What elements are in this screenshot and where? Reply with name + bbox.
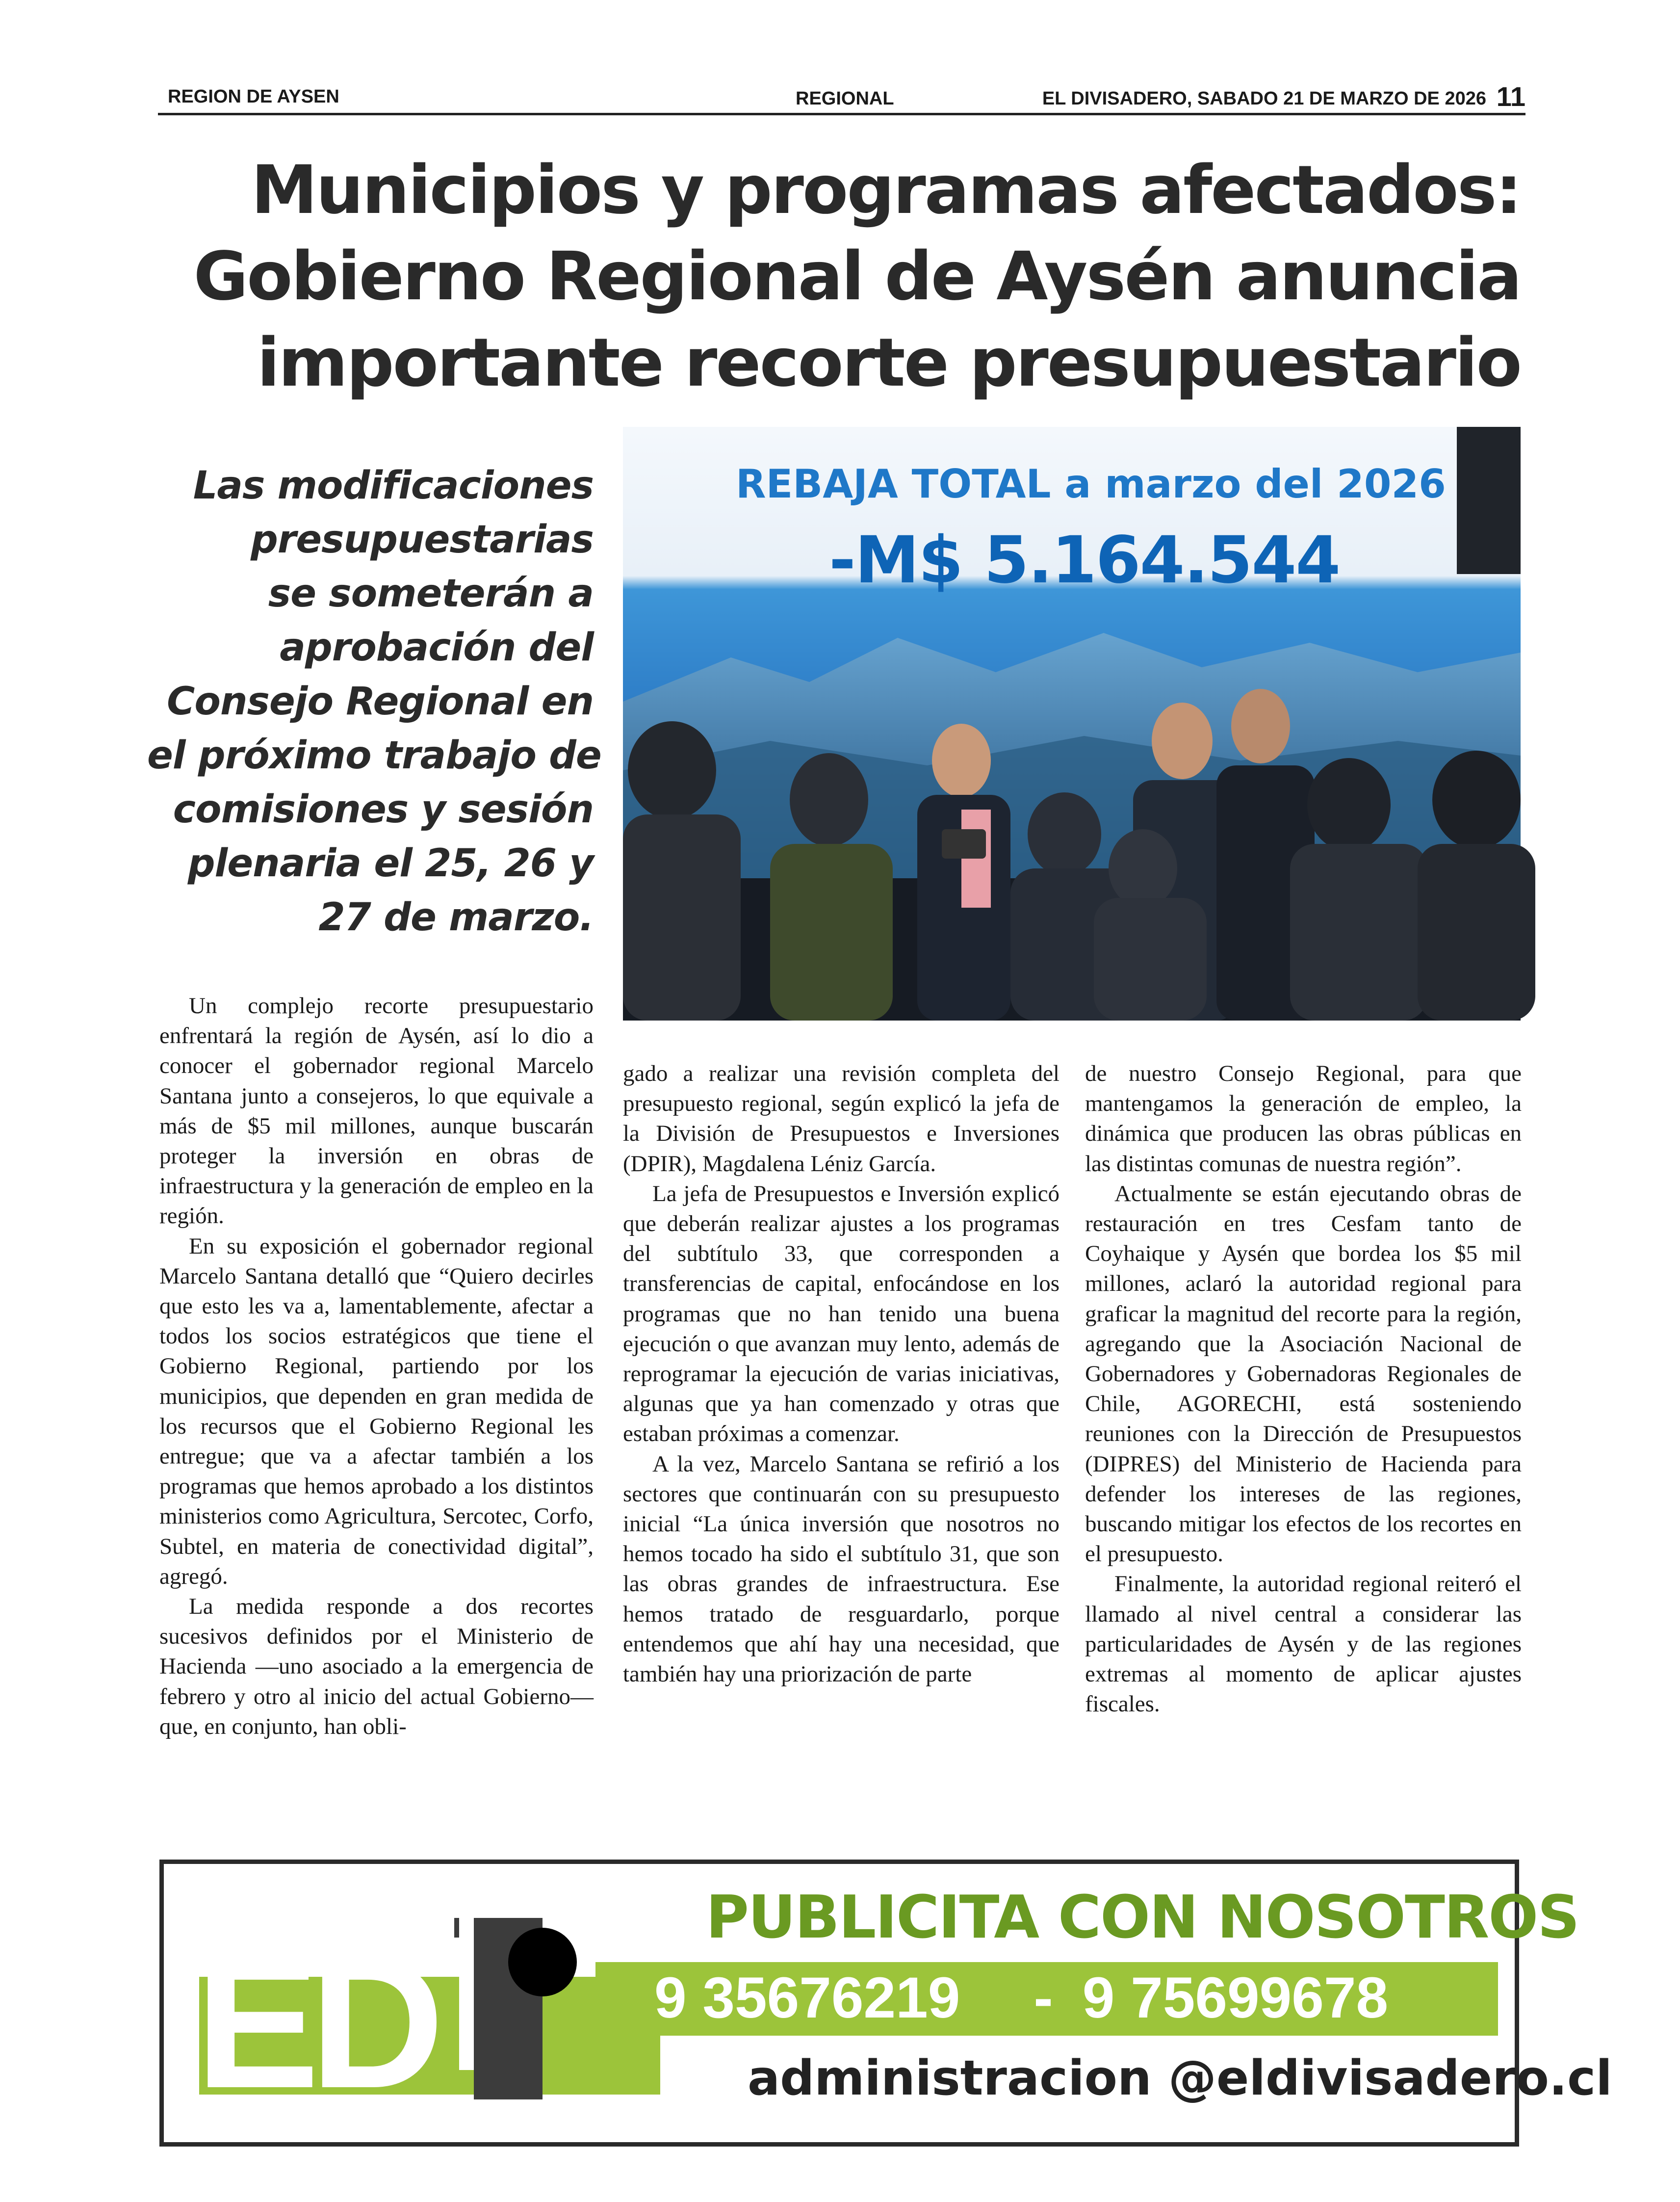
deck-line: comisiones y sesión: [173, 787, 594, 832]
article-paragraph: Finalmente, la autoridad regional reiteró el llamado al nivel central a considerar las particularidades de Aysén y de las regiones extremas al momento de aplicar ajustes fiscales.: [1085, 1571, 1522, 1717]
ad-phone-1: 9 35676219: [654, 1966, 960, 2030]
publication-date: EL DIVISADERO, SABADO 21 DE MARZO DE 2026: [1042, 88, 1486, 109]
article-paragraph: gado a realizar una revisión completa del presupuesto regional, según explicó la jefa de la División de Presupuestos e Inversiones (DPIR), Magdalena Léniz García.: [623, 1061, 1060, 1177]
article-column-2: [623, 1059, 1060, 1689]
article-paragraph: Actualmente se están ejecutando obras de restauración en tres Cesfam tanto de Coyhaique y Aysén que bordea los $5 mil millones, aclaró la autoridad regional para graficar la magnitud del recorte para la región, agregando que la Asociación Nacional de Gobernadores y Gobernadoras Regionales de Chile, AGORECHI, está sosteniendo reuniones con la Dirección de Presupuestos (DIPRES) del Ministerio de Hacienda para defender los intereses de las regiones, buscando mitigar los efectos de los recortes en el presupuesto.: [1085, 1180, 1522, 1567]
article-paragraph: de nuestro Consejo Regional, para que mantengamos la generación de empleo, la dinámica que producen las obras públicas en las distintas comunas de nuestra región”.: [1085, 1061, 1522, 1177]
article-photo: [623, 427, 1521, 1021]
deck-line: plenaria el 25, 26 y: [187, 841, 594, 886]
advertisement: [159, 1860, 1612, 2147]
ad-phone-2: 9 75699678: [1082, 1966, 1389, 2030]
deck-line: se someterán a: [268, 572, 594, 616]
screen-amount: -M$ 5.164.544: [829, 523, 1340, 598]
article-paragraph: La medida responde a dos recortes sucesivos definidos por el Ministerio de Hacienda —uno asociado a la emergencia de febrero y otro al inicio del actual Gobierno— que, en conjunto, han obli-: [159, 1594, 594, 1739]
article-column-3: [1085, 1059, 1522, 1719]
deck-line: Las modificaciones: [193, 464, 594, 508]
deck-line: aprobación del: [280, 626, 594, 670]
deck-line: el próximo trabajo de: [147, 734, 601, 778]
headline-line: importante recorte presupuestario: [257, 324, 1521, 402]
article-paragraph: La jefa de Presupuestos e Inversión explicó que deberán realizar ajustes a los programas del subtítulo 33, que corresponden a transferencias de capital, enfocándose en los programas que no han tenido una buena ejecución o que avanzan muy lento, además de reprogramar la ejecución de varias iniciativas, algunas que ya han comenzado y otras que estaban próximas a comenzar.: [623, 1180, 1060, 1447]
headline-line: Municipios y programas afectados:: [251, 152, 1521, 229]
screen-title: REBAJA TOTAL a marzo del 2026: [736, 461, 1446, 507]
article-paragraph: Un complejo recorte presupuestario enfrentará la región de Aysén, así lo dio a conocer el gobernador regional Marcelo Santana junto a consejeros, lo que equivale a más de $5 mil millones, aunque buscarán proteger la inversión en obras de infraestructura y la generación de empleo en la región.: [159, 993, 594, 1229]
ad-phone-separator: -: [1034, 1966, 1053, 2030]
section-label: REGION DE AYSEN: [168, 86, 339, 107]
deck-line: Consejo Regional en: [167, 680, 594, 724]
photo-scene: [623, 427, 1521, 1021]
section-category: REGIONAL: [796, 88, 894, 109]
deck-line: 27 de marzo.: [318, 895, 594, 940]
logo-text: ED: [195, 1918, 435, 2127]
deck-line: presupuestarias: [250, 518, 594, 562]
article-headline: [158, 147, 1521, 406]
article-paragraph: A la vez, Marcelo Santana se refirió a los sectores que continuarán con su presupuesto inicial “La única inversión que nosotros no hemos tocado ha sido el subtítulo 31, que son las obras grandes de infraestructura. Ese hemos tratado de resguardarlo, porque entendemos que ahí hay una necesidad, que también hay una priorización de parte: [623, 1451, 1060, 1687]
ad-email: administracion @eldivisadero.cl: [748, 2050, 1612, 2106]
article-paragraph: En su exposición el gobernador regional Marcelo Santana detalló que “Quiero decirles que esto les va a, lamentablemente, afectar a todos los socios estratégicos que tiene el Gobierno Regional, partiendo por los municipios, que dependen en gran medida de los recursos que el Gobierno Regional les entregue; que va a afectar también a los programas que hemos aprobado a los distintos ministerios como Agricultura, Sercotec, Corfo, Subtel, en materia de conectividad digital”, agregó.: [159, 1233, 594, 1589]
headline-line: Gobierno Regional de Aysén anuncia: [193, 238, 1521, 315]
article-deck: [147, 459, 601, 944]
ad-phone-numbers: [654, 1966, 1388, 2030]
ad-title: PUBLICITA CON NOSOTROS: [706, 1884, 1579, 1952]
page-number: 11: [1496, 81, 1525, 112]
page-header: [158, 83, 1525, 115]
article-column-1: [159, 991, 594, 1742]
